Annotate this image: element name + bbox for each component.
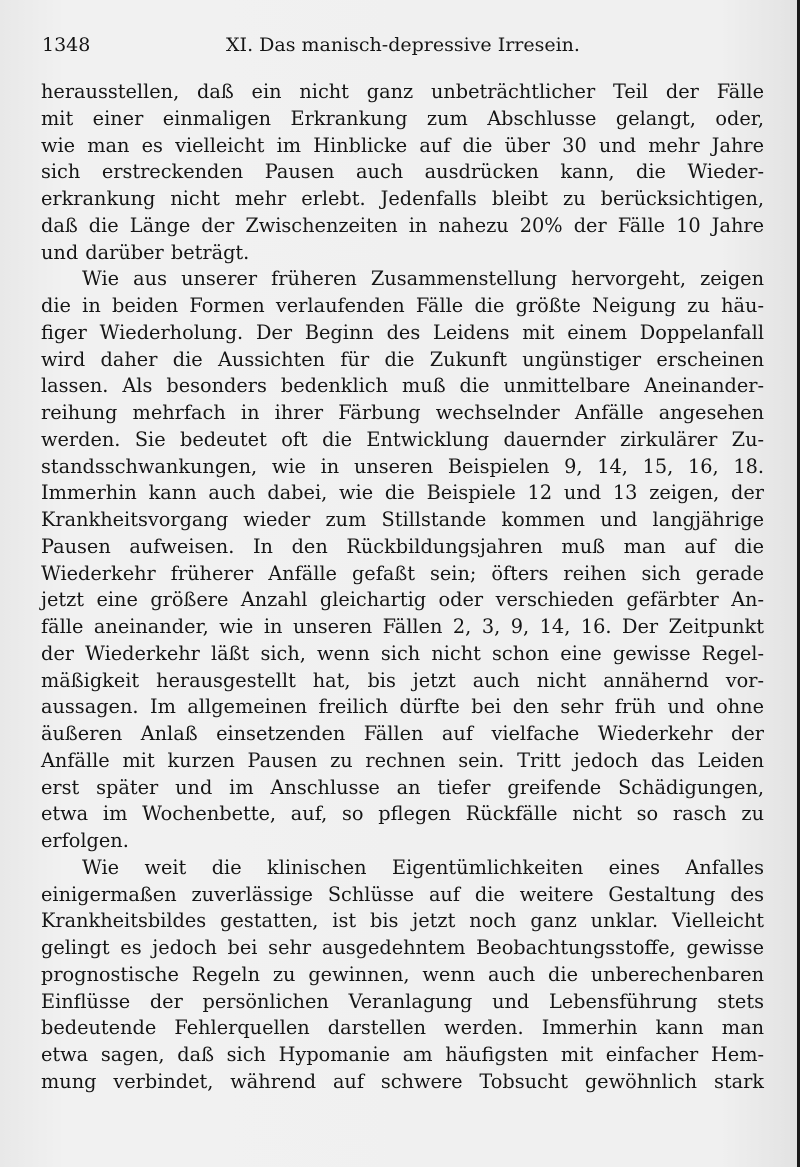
text-line: erst später und im Anschlusse an tiefer greifende Schädigungen,	[41, 775, 764, 799]
text-line: äußeren Anlaß einsetzenden Fällen auf vielfache Wiederkehr der	[41, 722, 764, 745]
body-text	[41, 79, 764, 1096]
text-line: figer Wiederholung. Der Beginn des Leidens mit einem Doppelanfall	[41, 320, 764, 344]
text-line: jetzt eine größere Anzahl gleichartig oder verschieden gefärbter An-	[41, 588, 764, 612]
text-line: etwa sagen, daß sich Hypomanie am häufigsten mit einfacher Hem-	[41, 1043, 764, 1066]
text-line: daß die Länge der Zwischenzeiten in nahezu 20% der Fälle 10 Jahre	[41, 213, 764, 237]
text-line: reihung mehrfach in ihrer Färbung wechselnder Anfälle angesehen	[41, 401, 764, 424]
text-line: Einflüsse der persönlichen Veranlagung und Lebensführung stets	[41, 989, 764, 1013]
text-line: wird daher die Aussichten für die Zukunft ungünstiger erscheinen	[41, 347, 764, 371]
text-line: mit einer einmaligen Erkrankung zum Abschlusse gelangt, oder,	[41, 106, 764, 130]
running-head: XI. Das manisch-depressive Irresein.	[226, 34, 580, 56]
text-line: etwa im Wochenbette, auf, so pflegen Rückfälle nicht so rasch zu	[41, 802, 764, 826]
page-header	[42, 32, 764, 58]
text-line: Wie weit die klinischen Eigentümlichkeiten eines Anfalles	[82, 855, 764, 879]
text-line: Anfälle mit kurzen Pausen zu rechnen sein. Tritt jedoch das Leiden	[41, 748, 764, 772]
text-line: mung verbindet, während auf schwere Tobsucht gewöhnlich stark	[41, 1069, 764, 1093]
text-line: herausstellen, daß ein nicht ganz unbeträchtlicher Teil der Fälle	[41, 80, 764, 103]
text-line: bedeutende Fehlerquellen darstellen werden. Immerhin kann man	[41, 1016, 764, 1040]
text-line: aussagen. Im allgemeinen freilich dürfte bei den sehr früh und ohne	[41, 695, 764, 719]
text-line: Immerhin kann auch dabei, wie die Beispiele 12 und 13 zeigen, der	[41, 481, 764, 505]
text-line: Krankheitsvorgang wieder zum Stillstande kommen und langjährige	[41, 508, 764, 531]
text-line: erkrankung nicht mehr erlebt. Jedenfalls bleibt zu berücksichtigen,	[41, 187, 764, 210]
text-line: Wie aus unserer früheren Zusammenstellung hervorgeht, zeigen	[82, 267, 764, 291]
text-line: sich erstreckenden Pausen auch ausdrücken kann, die Wieder-	[41, 160, 764, 184]
text-line: Krankheitsbildes gestatten, ist bis jetzt noch ganz unklar. Vielleicht	[41, 909, 764, 933]
text-line: und darüber beträgt.	[41, 240, 250, 264]
page-number: 1348	[42, 34, 91, 56]
text-line: standsschwankungen, wie in unseren Beispielen 9, 14, 15, 16, 18.	[41, 454, 764, 478]
text-line: prognostische Regeln zu gewinnen, wenn auch die unberechenbaren	[41, 962, 764, 986]
text-line: die in beiden Formen verlaufenden Fälle die größte Neigung zu häu-	[41, 294, 764, 317]
text-line: mäßigkeit herausgestellt hat, bis jetzt auch nicht annähernd vor-	[41, 668, 764, 692]
text-line: fälle aneinander, wie in unseren Fällen 2, 3, 9, 14, 16. Der Zeitpunkt	[41, 615, 764, 638]
text-line: einigermaßen zuverlässige Schlüsse auf die weitere Gestaltung des	[41, 882, 764, 906]
text-line: Wiederkehr früherer Anfälle gefaßt sein; öfters reihen sich gerade	[41, 561, 764, 585]
text-line: erfolgen.	[41, 829, 129, 852]
text-line: lassen. Als besonders bedenklich muß die unmittelbare Aneinander-	[41, 374, 764, 398]
text-line: Pausen aufweisen. In den Rückbildungsjahren muß man auf die	[41, 534, 764, 558]
text-line: der Wiederkehr läßt sich, wenn sich nicht schon eine gewisse Regel-	[41, 641, 764, 665]
text-line: werden. Sie bedeutet oft die Entwicklung dauernder zirkulärer Zu-	[41, 427, 764, 451]
text-line: gelingt es jedoch bei sehr ausgedehntem Beobachtungsstoffe, gewisse	[41, 936, 764, 959]
text-line: wie man es vielleicht im Hinblicke auf die über 30 und mehr Jahre	[41, 133, 764, 157]
